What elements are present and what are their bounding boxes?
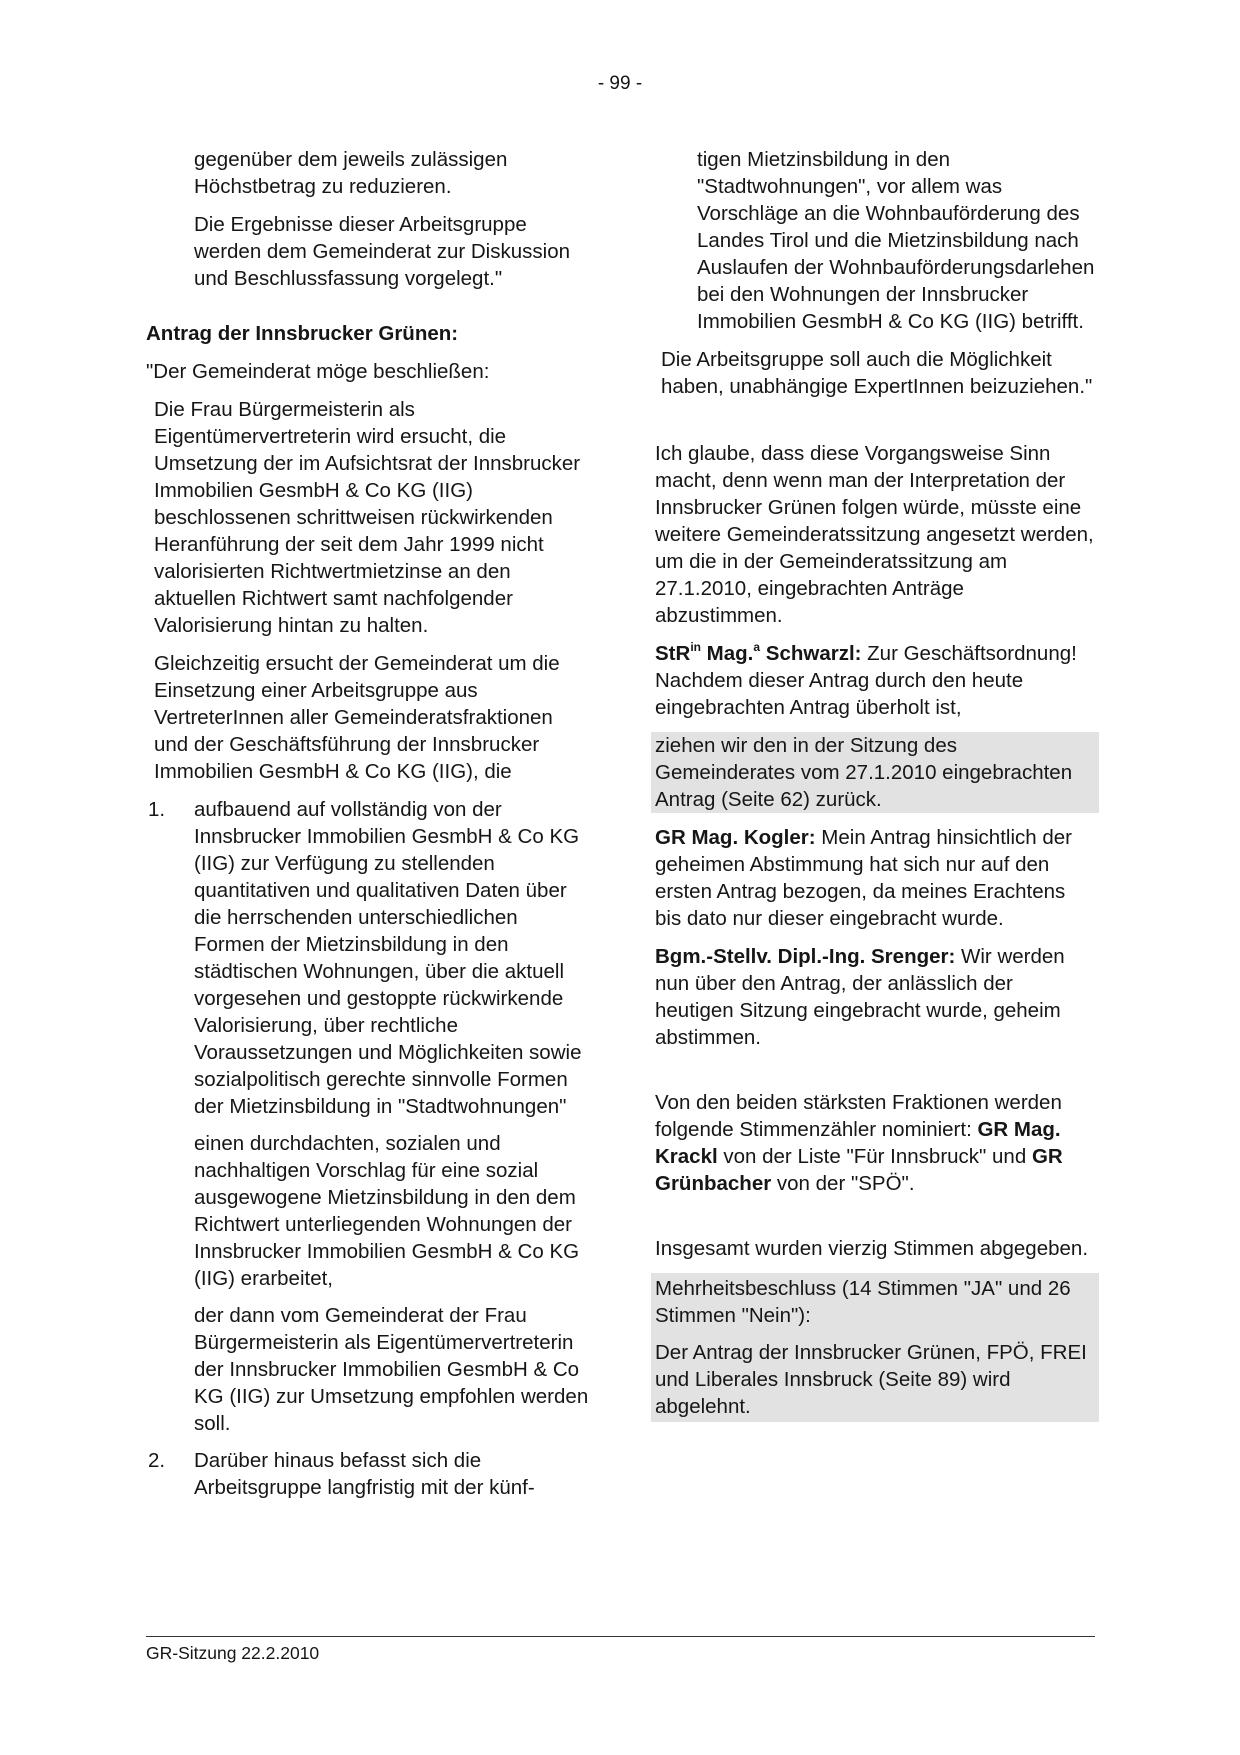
majority-resolution: Mehrheitsbeschluss (14 Stimmen "JA" und 26 Stimmen "Nein"):: [655, 1277, 1071, 1327]
resolution-block: [651, 1273, 1099, 1422]
list-number: 2.: [148, 1449, 166, 1472]
speaker-name: GR Mag. Kogler:: [655, 826, 816, 849]
motion-intro: "Der Gemeinderat möge beschließen:: [146, 360, 490, 383]
statement-srenger: Bgm.-Stellv. Dipl.-Ing. Srenger: Wir werden nun über den Antrag, der anlässlich der heutigen Sitzung eingebracht wurde, geheim abstimmen.: [655, 945, 1065, 1049]
resolution-result: Der Antrag der Innsbrucker Grünen, FPÖ, FREI und Liberales Innsbruck (Seite 89) wird abgelehnt.: [655, 1341, 1087, 1418]
statement-vorgang: Ich glaube, dass diese Vorgangsweise Sinn macht, denn wenn man der Interpretation der Innsbrucker Grünen folgen würde, müsste eine weitere Gemeinderatssitzung angesetzt werden, um die in der Gemeinderatssitzung am 27.1.2010, eingebrachten Anträge abzustimmen.: [655, 442, 1094, 627]
page-number: - 99 -: [597, 73, 643, 94]
motion-closing: Die Arbeitsgruppe soll auch die Möglichkeit haben, unabhängige ExpertInnen beizuziehen.": [661, 348, 1093, 398]
list-item-continuation: einen durchdachten, sozialen und nachhaltigen Vorschlag für eine sozial ausgewogene Mietzinsbildung in den dem Richtwert unterliegenden Wohnungen der Innsbrucker Immobilien GesmbH & Co KG (IIG) erarbeitet,: [194, 1132, 580, 1290]
list-item: [146, 1447, 591, 1501]
vote-counters: Von den beiden stärksten Fraktionen werden folgende Stimmenzähler nominiert: GR Mag. Krackl von der Liste "Für Innsbruck" und GR Grünbacher von der "SPÖ".: [655, 1091, 1063, 1195]
statement-kogler: GR Mag. Kogler: Mein Antrag hinsichtlich der geheimen Abstimmung hat sich nur auf den ersten Antrag bezogen, da meines Erachtens bis dato nur dieser eingebracht wurde.: [655, 826, 1072, 930]
section-heading: Antrag der Innsbrucker Grünen:: [146, 322, 459, 345]
quote-end-2: Die Ergebnisse dieser Arbeitsgruppe werden dem Gemeinderat zur Diskussion und Beschlussfassung vorgelegt.": [194, 213, 570, 290]
quote-end-1: gegenüber dem jeweils zulässigen Höchstbetrag zu reduzieren.: [194, 148, 508, 198]
motion-paragraph-1: Die Frau Bürgermeisterin als Eigentümervertreterin wird ersucht, die Umsetzung der im Aufsichtsrat der Innsbrucker Immobilien GesmbH & Co KG (IIG) beschlossenen schrittweisen rückwirkenden Heranführung der seit dem Jahr 1999 nicht valorisierten Richtwertmietzinse an den aktuellen Richtwert samt nachfolgender Valorisierung hintan zu halten.: [154, 398, 581, 637]
list-item-text: aufbauend auf vollständig von der Innsbrucker Immobilien GesmbH & Co KG (IIG) zur Verfügung zu stellenden quantitativen und qualitativen Daten über die herrschenden unterschiedlichen Formen der Mietzinsbildung in den städtischen Wohnungen, über die aktuell vorgesehen und gestoppte rückwirkende Valorisierung, über rechtliche Voraussetzungen und Möglichkeiten sowie sozialpolitisch gerechte sinnvolle Formen der Mietzinsbildung in "Stadtwohnungen": [194, 798, 582, 1118]
speaker-name: StR$^{in}$ Mag.$^a$ Schwarzl:: [655, 640, 862, 665]
right-column: [655, 146, 1095, 1422]
item-2-continuation: tigen Mietzinsbildung in den "Stadtwohnungen", vor allem was Vorschläge an die Wohnbauförderung des Landes Tirol und die Mietzinsbildung nach Auslaufen der Wohnbauförderungsdarlehen bei den Wohnungen der Innsbrucker Immobilien GesmbH & Co KG (IIG) betrifft.: [697, 148, 1095, 333]
footer-divider: [146, 1636, 1095, 1637]
speaker-name: Bgm.-Stellv. Dipl.-Ing. Srenger:: [655, 945, 956, 968]
statement-schwarzl: StR$^{in}$ Mag.$^a$ Schwarzl: Zur Geschäftsordnung! Nachdem dieser Antrag durch den heute eingebrachten Antrag überholt ist,: [655, 640, 1077, 719]
list-number: 1.: [148, 798, 166, 821]
votes-cast: Insgesamt wurden vierzig Stimmen abgegeben.: [655, 1237, 1089, 1260]
motion-paragraph-2: Gleichzeitig ersucht der Gemeinderat um die Einsetzung einer Arbeitsgruppe aus VertreterInnen aller Gemeinderatsfraktionen und der Geschäftsführung der Innsbrucker Immobilien GesmbH & Co KG (IIG), die: [154, 652, 560, 783]
list-item: [146, 796, 591, 1437]
withdrawal-shaded: ziehen wir den in der Sitzung des Gemeinderates vom 27.1.2010 eingebrachten Antrag (Seite 62) zurück.: [651, 732, 1099, 813]
list-item-text: Darüber hinaus befasst sich die Arbeitsgruppe langfristig mit der künf-: [194, 1449, 535, 1499]
left-column: [146, 146, 591, 1511]
footer-session-date: GR-Sitzung 22.2.2010: [146, 1643, 320, 1663]
list-item-continuation: der dann vom Gemeinderat der Frau Bürgermeisterin als Eigentümervertreterin der Innsbrucker Immobilien GesmbH & Co KG (IIG) zur Umsetzung empfohlen werden soll.: [194, 1304, 589, 1435]
